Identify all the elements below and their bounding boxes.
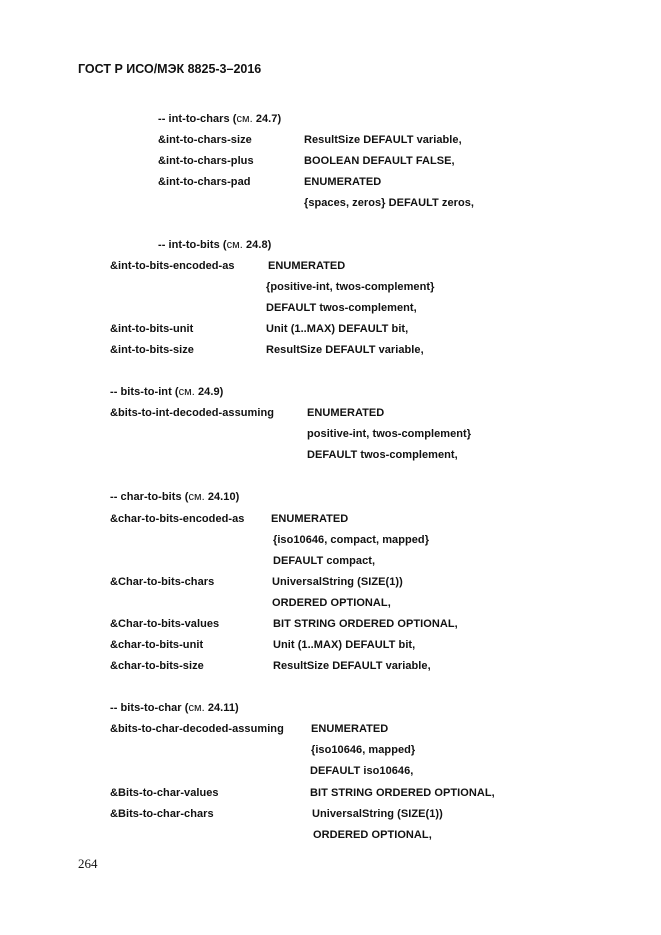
- field-name: &char-to-bits-size: [110, 660, 204, 672]
- field-type: BIT STRING ORDERED OPTIONAL,: [273, 618, 458, 630]
- field-type: positive-int, twos-complement}: [307, 428, 472, 440]
- comment-bits-to-int: -- bits-to-int (см. 24.9): [110, 386, 224, 398]
- field-name: &int-to-chars-pad: [158, 176, 251, 188]
- field-name: &int-to-bits-size: [110, 344, 194, 356]
- field-type: Unit (1..MAX) DEFAULT bit,: [266, 323, 409, 335]
- field-type: UniversalString (SIZE(1)): [312, 808, 443, 820]
- field-type: ENUMERATED: [304, 176, 382, 188]
- field-type: {iso10646, mapped}: [311, 744, 416, 756]
- field-type: DEFAULT twos-complement,: [266, 302, 417, 314]
- field-type: UniversalString (SIZE(1)): [272, 576, 403, 588]
- field-type: DEFAULT twos-complement,: [307, 449, 458, 461]
- field-name: &Bits-to-char-values: [110, 787, 219, 799]
- field-name: &char-to-bits-unit: [110, 639, 204, 651]
- comment-int-to-chars: -- int-to-chars (см. 24.7): [158, 113, 282, 125]
- field-name: &int-to-bits-encoded-as: [110, 260, 235, 272]
- field-name: &char-to-bits-encoded-as: [110, 513, 245, 525]
- field-name: &Bits-to-char-chars: [110, 808, 214, 820]
- field-type: {spaces, zeros} DEFAULT zeros,: [304, 197, 475, 209]
- field-type: ORDERED OPTIONAL,: [272, 597, 391, 609]
- field-name: &int-to-chars-plus: [158, 155, 254, 167]
- field-type: ResultSize DEFAULT variable,: [273, 660, 431, 672]
- field-type: {positive-int, twos-complement}: [266, 281, 435, 293]
- field-type: ORDERED OPTIONAL,: [313, 829, 432, 841]
- field-name: &int-to-chars-size: [158, 134, 252, 146]
- field-type: ENUMERATED: [271, 513, 349, 525]
- field-type: {iso10646, compact, mapped}: [273, 534, 430, 546]
- field-type: ResultSize DEFAULT variable,: [304, 134, 462, 146]
- field-type: ENUMERATED: [307, 407, 385, 419]
- comment-char-to-bits: -- char-to-bits (см. 24.10): [110, 491, 240, 503]
- field-type: BIT STRING ORDERED OPTIONAL,: [310, 787, 495, 799]
- field-name: &Char-to-bits-values: [110, 618, 220, 630]
- comment-bits-to-char: -- bits-to-char (см. 24.11): [110, 702, 239, 714]
- field-type: BOOLEAN DEFAULT FALSE,: [304, 155, 455, 167]
- document-header: ГОСТ Р ИСО/МЭК 8825-3–2016: [78, 62, 262, 76]
- field-type: DEFAULT iso10646,: [310, 765, 414, 777]
- field-type: Unit (1..MAX) DEFAULT bit,: [273, 639, 416, 651]
- field-name: &int-to-bits-unit: [110, 323, 194, 335]
- field-type: ENUMERATED: [311, 723, 389, 735]
- page-number: 264: [78, 856, 98, 871]
- field-name: &Char-to-bits-chars: [110, 576, 215, 588]
- field-type: ResultSize DEFAULT variable,: [266, 344, 424, 356]
- field-name: &bits-to-char-decoded-assuming: [110, 723, 284, 735]
- field-name: &bits-to-int-decoded-assuming: [110, 407, 275, 419]
- field-type: ENUMERATED: [268, 260, 346, 272]
- field-type: DEFAULT compact,: [273, 555, 376, 567]
- comment-int-to-bits: -- int-to-bits (см. 24.8): [158, 239, 272, 251]
